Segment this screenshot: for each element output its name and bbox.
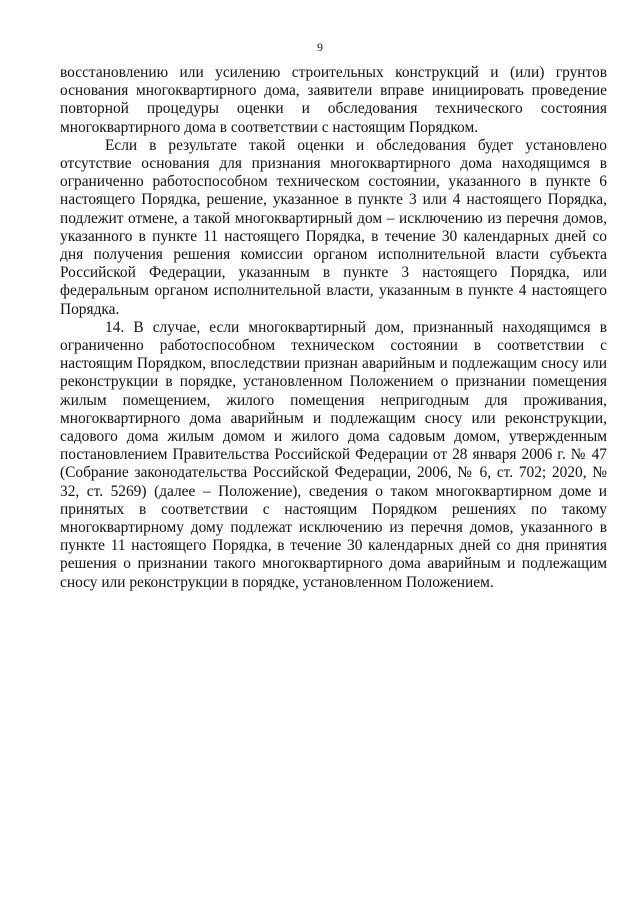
- page-number: 9: [317, 40, 323, 54]
- paragraph-reassessment-result: Если в результате такой оценки и обследования будет установлено отсутствие основания для признания многоквартирного дома находящимся в ограниченно работоспособном техническом состоянии, указанного в пункте 6 настоящего Порядка, решение, указанное в пункте 3 или 4 настоящего Порядка, подлежит отмене, а такой многоквартирный дом – исключению из перечня домов, указанного в пункте 11 настоящего Порядка, в течение 30 календарных дней со дня получения решения комиссии органом исполнительной власти субъекта Российской Федерации, указанным в пункте 3 настоящего Порядка, или федеральным органом исполнительной власти, указанным в пункте 4 настоящего Порядка.: [60, 136, 607, 318]
- document-body: [60, 64, 607, 592]
- paragraph-item-14: 14. В случае, если многоквартирный дом, признанный находящимся в ограниченно работоспособном техническом состоянии в соответствии с настоящим Порядком, впоследствии признан аварийным и подлежащим сносу или реконструкции в порядке, установленном Положением о признании помещения жилым помещением, жилого помещения непригодным для проживания, многоквартирного дома аварийным и подлежащим сносу или реконструкции, садового дома жилым домом и жилого дома садовым домом, утвержденным постановлением Правительства Российской Федерации от 28 января 2006 г. № 47 (Собрание законодательства Российской Федерации, 2006, № 6, ст. 702; 2020, № 32, ст. 5269) (далее – Положение), сведения о таком многоквартирном доме и принятых в соответствии с настоящим Порядком решениях по такому многоквартирному дому подлежат исключению из перечня домов, указанного в пункте 11 настоящего Порядка, в течение 30 календарных дней со дня принятия решения о признании такого многоквартирного дома аварийным и подлежащим сносу или реконструкции в порядке, установленном Положением.: [60, 318, 607, 591]
- paragraph-continuation: восстановлению или усилению строительных конструкций и (или) грунтов основания многоквартирного дома, заявители вправе инициировать проведение повторной процедуры оценки и обследования технического состояния многоквартирного дома в соответствии с настоящим Порядком.: [60, 64, 607, 136]
